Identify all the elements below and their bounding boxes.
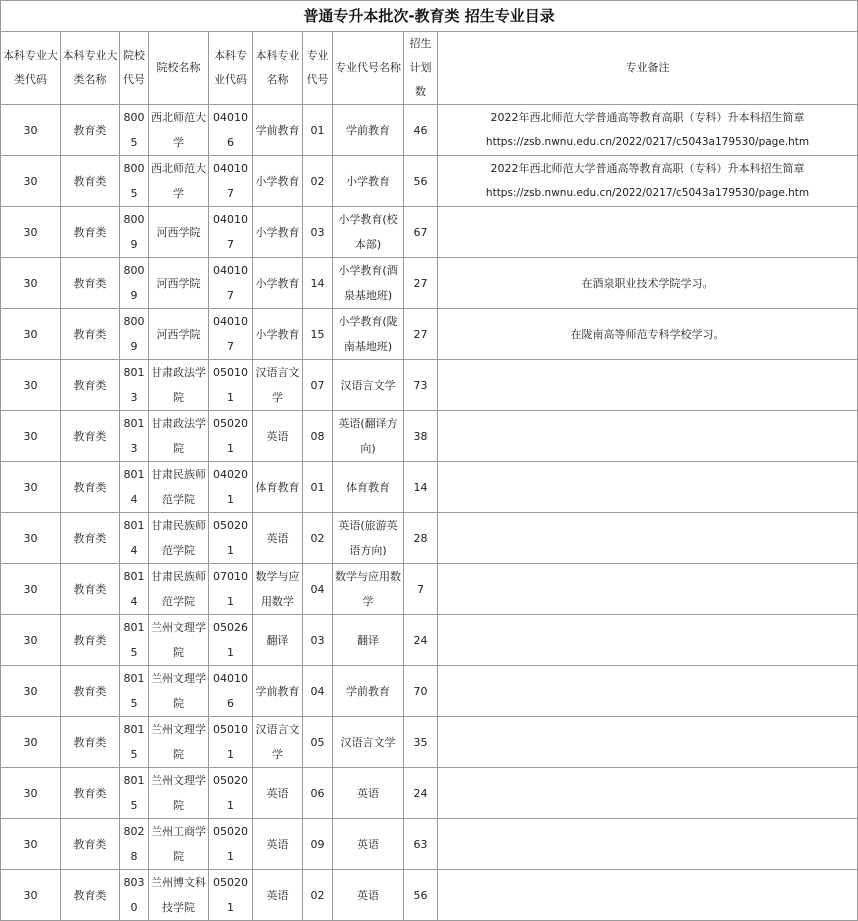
cell-major-no: 14: [303, 258, 333, 309]
cell-plan: 56: [404, 870, 438, 921]
cell-major-no-name: 体育教育: [333, 462, 404, 513]
cell-major-no: 05: [303, 717, 333, 768]
cell-cat-name: 教育类: [61, 156, 120, 207]
cell-remark: [438, 411, 858, 462]
cell-cat-code: 30: [1, 768, 61, 819]
cell-major-no-name: 学前教育: [333, 666, 404, 717]
cell-school-code: 8009: [120, 258, 149, 309]
table-row: [1, 360, 858, 411]
cell-major-no-name: 小学教育(陇南基地班): [333, 309, 404, 360]
cell-major-name: 小学教育: [253, 207, 303, 258]
cell-school-code: 8014: [120, 564, 149, 615]
cell-school-name: 西北师范大学: [149, 156, 209, 207]
cell-plan: 56: [404, 156, 438, 207]
header-major-code: 本科专业代码: [209, 32, 253, 105]
cell-major-code: 040107: [209, 309, 253, 360]
cell-major-no-name: 英语: [333, 819, 404, 870]
cell-cat-name: 教育类: [61, 615, 120, 666]
cell-major-code: 040201: [209, 462, 253, 513]
cell-remark: [438, 156, 858, 207]
cell-remark: [438, 564, 858, 615]
cell-cat-code: 30: [1, 819, 61, 870]
cell-cat-code: 30: [1, 207, 61, 258]
cell-school-name: 西北师范大学: [149, 105, 209, 156]
cell-remark: [438, 105, 858, 156]
cell-major-code: 050201: [209, 819, 253, 870]
cell-major-name: 英语: [253, 819, 303, 870]
cell-remark: [438, 207, 858, 258]
cell-major-code: 070101: [209, 564, 253, 615]
cell-school-name: 兰州文理学院: [149, 717, 209, 768]
cell-major-no-name: 学前教育: [333, 105, 404, 156]
table-row: [1, 666, 858, 717]
cell-major-code: 050101: [209, 360, 253, 411]
cell-school-name: 甘肃民族师范学院: [149, 462, 209, 513]
cell-major-no: 02: [303, 513, 333, 564]
cell-major-name: 体育教育: [253, 462, 303, 513]
cell-plan: 27: [404, 309, 438, 360]
cell-major-no-name: 英语: [333, 870, 404, 921]
cell-remark: [438, 360, 858, 411]
table-row: [1, 717, 858, 768]
cell-plan: 46: [404, 105, 438, 156]
cell-major-no: 03: [303, 615, 333, 666]
cell-major-no: 07: [303, 360, 333, 411]
cell-remark: [438, 258, 858, 309]
cell-major-no: 03: [303, 207, 333, 258]
cell-plan: 24: [404, 615, 438, 666]
cell-major-code: 050201: [209, 513, 253, 564]
table-row: [1, 309, 858, 360]
cell-cat-code: 30: [1, 309, 61, 360]
cell-cat-name: 教育类: [61, 360, 120, 411]
cell-major-no: 08: [303, 411, 333, 462]
header-school-name: 院校名称: [149, 32, 209, 105]
cell-cat-name: 教育类: [61, 768, 120, 819]
header-row: [1, 32, 858, 105]
cell-cat-name: 教育类: [61, 207, 120, 258]
table-row: [1, 564, 858, 615]
cell-school-code: 8014: [120, 462, 149, 513]
cell-school-name: 甘肃政法学院: [149, 411, 209, 462]
cell-school-code: 8013: [120, 360, 149, 411]
table-row: [1, 615, 858, 666]
cell-major-no-name: 英语(旅游英语方向): [333, 513, 404, 564]
cell-remark: [438, 870, 858, 921]
cell-cat-code: 30: [1, 717, 61, 768]
table-body: [1, 105, 858, 921]
remark-text: 在陇南高等师范专科学校学习。: [570, 327, 725, 341]
cell-major-name: 英语: [253, 768, 303, 819]
cell-cat-code: 30: [1, 513, 61, 564]
header-remark: 专业备注: [438, 32, 858, 105]
cell-major-code: 040107: [209, 207, 253, 258]
cell-major-name: 小学教育: [253, 309, 303, 360]
cell-cat-code: 30: [1, 258, 61, 309]
cell-major-code: 040107: [209, 156, 253, 207]
cell-school-name: 兰州文理学院: [149, 768, 209, 819]
cell-plan: 63: [404, 819, 438, 870]
cell-plan: 38: [404, 411, 438, 462]
cell-major-name: 英语: [253, 870, 303, 921]
cell-major-name: 汉语言文学: [253, 360, 303, 411]
cell-cat-name: 教育类: [61, 666, 120, 717]
table-row: [1, 411, 858, 462]
cell-major-no: 04: [303, 666, 333, 717]
cell-major-code: 050101: [209, 717, 253, 768]
cell-major-no: 02: [303, 870, 333, 921]
header-cat-code: 本科专业大类代码: [1, 32, 61, 105]
cell-school-code: 8030: [120, 870, 149, 921]
table-row: [1, 768, 858, 819]
remark-text: 2022年西北师范大学普通高等教育高职（专科）升本科招生简章: [490, 162, 805, 175]
header-major-name: 本科专业名称: [253, 32, 303, 105]
table-row: [1, 513, 858, 564]
cell-major-no: 04: [303, 564, 333, 615]
cell-major-name: 小学教育: [253, 156, 303, 207]
cell-major-no: 01: [303, 105, 333, 156]
cell-school-code: 8028: [120, 819, 149, 870]
cell-school-code: 8013: [120, 411, 149, 462]
cell-school-code: 8015: [120, 615, 149, 666]
cell-school-code: 8009: [120, 207, 149, 258]
cell-school-name: 兰州工商学院: [149, 819, 209, 870]
table-row: [1, 819, 858, 870]
cell-major-code: 050201: [209, 870, 253, 921]
cell-school-code: 8005: [120, 156, 149, 207]
cell-remark: [438, 717, 858, 768]
cell-major-name: 汉语言文学: [253, 717, 303, 768]
cell-school-name: 河西学院: [149, 207, 209, 258]
cell-school-code: 8014: [120, 513, 149, 564]
cell-major-code: 040107: [209, 258, 253, 309]
cell-major-no-name: 小学教育: [333, 156, 404, 207]
cell-cat-name: 教育类: [61, 819, 120, 870]
cell-major-name: 小学教育: [253, 258, 303, 309]
cell-cat-name: 教育类: [61, 411, 120, 462]
cell-cat-code: 30: [1, 360, 61, 411]
header-cat-name: 本科专业大类名称: [61, 32, 120, 105]
remark-url: https://zsb.nwnu.edu.cn/2022/0217/c5043a179530/page.htm: [485, 136, 810, 148]
remark-text: 在酒泉职业技术学院学习。: [581, 276, 714, 290]
cell-cat-code: 30: [1, 411, 61, 462]
table-row: [1, 207, 858, 258]
cell-major-name: 翻译: [253, 615, 303, 666]
cell-major-no-name: 小学教育(校本部): [333, 207, 404, 258]
cell-plan: 27: [404, 258, 438, 309]
cell-plan: 24: [404, 768, 438, 819]
cell-major-no-name: 小学教育(酒泉基地班): [333, 258, 404, 309]
cell-cat-code: 30: [1, 462, 61, 513]
cell-cat-code: 30: [1, 870, 61, 921]
cell-school-name: 甘肃政法学院: [149, 360, 209, 411]
cell-major-no: 01: [303, 462, 333, 513]
remark-url: https://zsb.nwnu.edu.cn/2022/0217/c5043a179530/page.htm: [485, 187, 810, 199]
cell-cat-code: 30: [1, 105, 61, 156]
cell-remark: [438, 819, 858, 870]
header-plan: 招生计划数: [404, 32, 438, 105]
cell-school-name: 甘肃民族师范学院: [149, 513, 209, 564]
cell-school-name: 兰州文理学院: [149, 666, 209, 717]
table-row: [1, 258, 858, 309]
header-major-no-name: 专业代号名称: [333, 32, 404, 105]
cell-plan: 28: [404, 513, 438, 564]
cell-major-no-name: 汉语言文学: [333, 360, 404, 411]
cell-cat-code: 30: [1, 564, 61, 615]
cell-cat-code: 30: [1, 615, 61, 666]
cell-school-name: 甘肃民族师范学院: [149, 564, 209, 615]
cell-plan: 67: [404, 207, 438, 258]
cell-plan: 73: [404, 360, 438, 411]
cell-remark: [438, 513, 858, 564]
table-title: 普通专升本批次-教育类 招生专业目录: [1, 1, 858, 32]
cell-school-name: 兰州博文科技学院: [149, 870, 209, 921]
cell-cat-name: 教育类: [61, 717, 120, 768]
cell-major-code: 050261: [209, 615, 253, 666]
table-row: [1, 105, 858, 156]
cell-major-no-name: 数学与应用数学: [333, 564, 404, 615]
cell-major-code: 040106: [209, 105, 253, 156]
cell-plan: 35: [404, 717, 438, 768]
cell-major-code: 050201: [209, 411, 253, 462]
cell-major-no-name: 翻译: [333, 615, 404, 666]
cell-major-code: 050201: [209, 768, 253, 819]
cell-cat-name: 教育类: [61, 309, 120, 360]
cell-plan: 14: [404, 462, 438, 513]
cell-school-code: 8009: [120, 309, 149, 360]
cell-remark: [438, 768, 858, 819]
cell-major-no: 09: [303, 819, 333, 870]
cell-plan: 70: [404, 666, 438, 717]
remark-text: 2022年西北师范大学普通高等教育高职（专科）升本科招生简章: [490, 111, 805, 124]
header-major-no: 专业代号: [303, 32, 333, 105]
cell-remark: [438, 666, 858, 717]
cell-major-no-name: 英语: [333, 768, 404, 819]
cell-remark: [438, 309, 858, 360]
cell-major-name: 英语: [253, 513, 303, 564]
cell-major-no-name: 汉语言文学: [333, 717, 404, 768]
cell-cat-name: 教育类: [61, 462, 120, 513]
cell-cat-name: 教育类: [61, 513, 120, 564]
cell-major-name: 英语: [253, 411, 303, 462]
cell-school-code: 8015: [120, 666, 149, 717]
cell-major-no: 15: [303, 309, 333, 360]
cell-school-name: 河西学院: [149, 309, 209, 360]
cell-major-name: 学前教育: [253, 666, 303, 717]
table-row: [1, 156, 858, 207]
cell-school-name: 河西学院: [149, 258, 209, 309]
cell-remark: [438, 462, 858, 513]
cell-school-name: 兰州文理学院: [149, 615, 209, 666]
cell-major-no-name: 英语(翻译方向): [333, 411, 404, 462]
cell-major-no: 06: [303, 768, 333, 819]
header-school-code: 院校代号: [120, 32, 149, 105]
table-row: [1, 462, 858, 513]
cell-major-name: 数学与应用数学: [253, 564, 303, 615]
cell-major-no: 02: [303, 156, 333, 207]
cell-cat-name: 教育类: [61, 105, 120, 156]
cell-school-code: 8015: [120, 768, 149, 819]
cell-cat-code: 30: [1, 666, 61, 717]
cell-cat-name: 教育类: [61, 258, 120, 309]
cell-major-code: 040106: [209, 666, 253, 717]
cell-cat-name: 教育类: [61, 564, 120, 615]
cell-plan: 7: [404, 564, 438, 615]
cell-cat-name: 教育类: [61, 870, 120, 921]
cell-major-name: 学前教育: [253, 105, 303, 156]
cell-school-code: 8005: [120, 105, 149, 156]
table-row: [1, 870, 858, 921]
cell-school-code: 8015: [120, 717, 149, 768]
cell-remark: [438, 615, 858, 666]
cell-cat-code: 30: [1, 156, 61, 207]
